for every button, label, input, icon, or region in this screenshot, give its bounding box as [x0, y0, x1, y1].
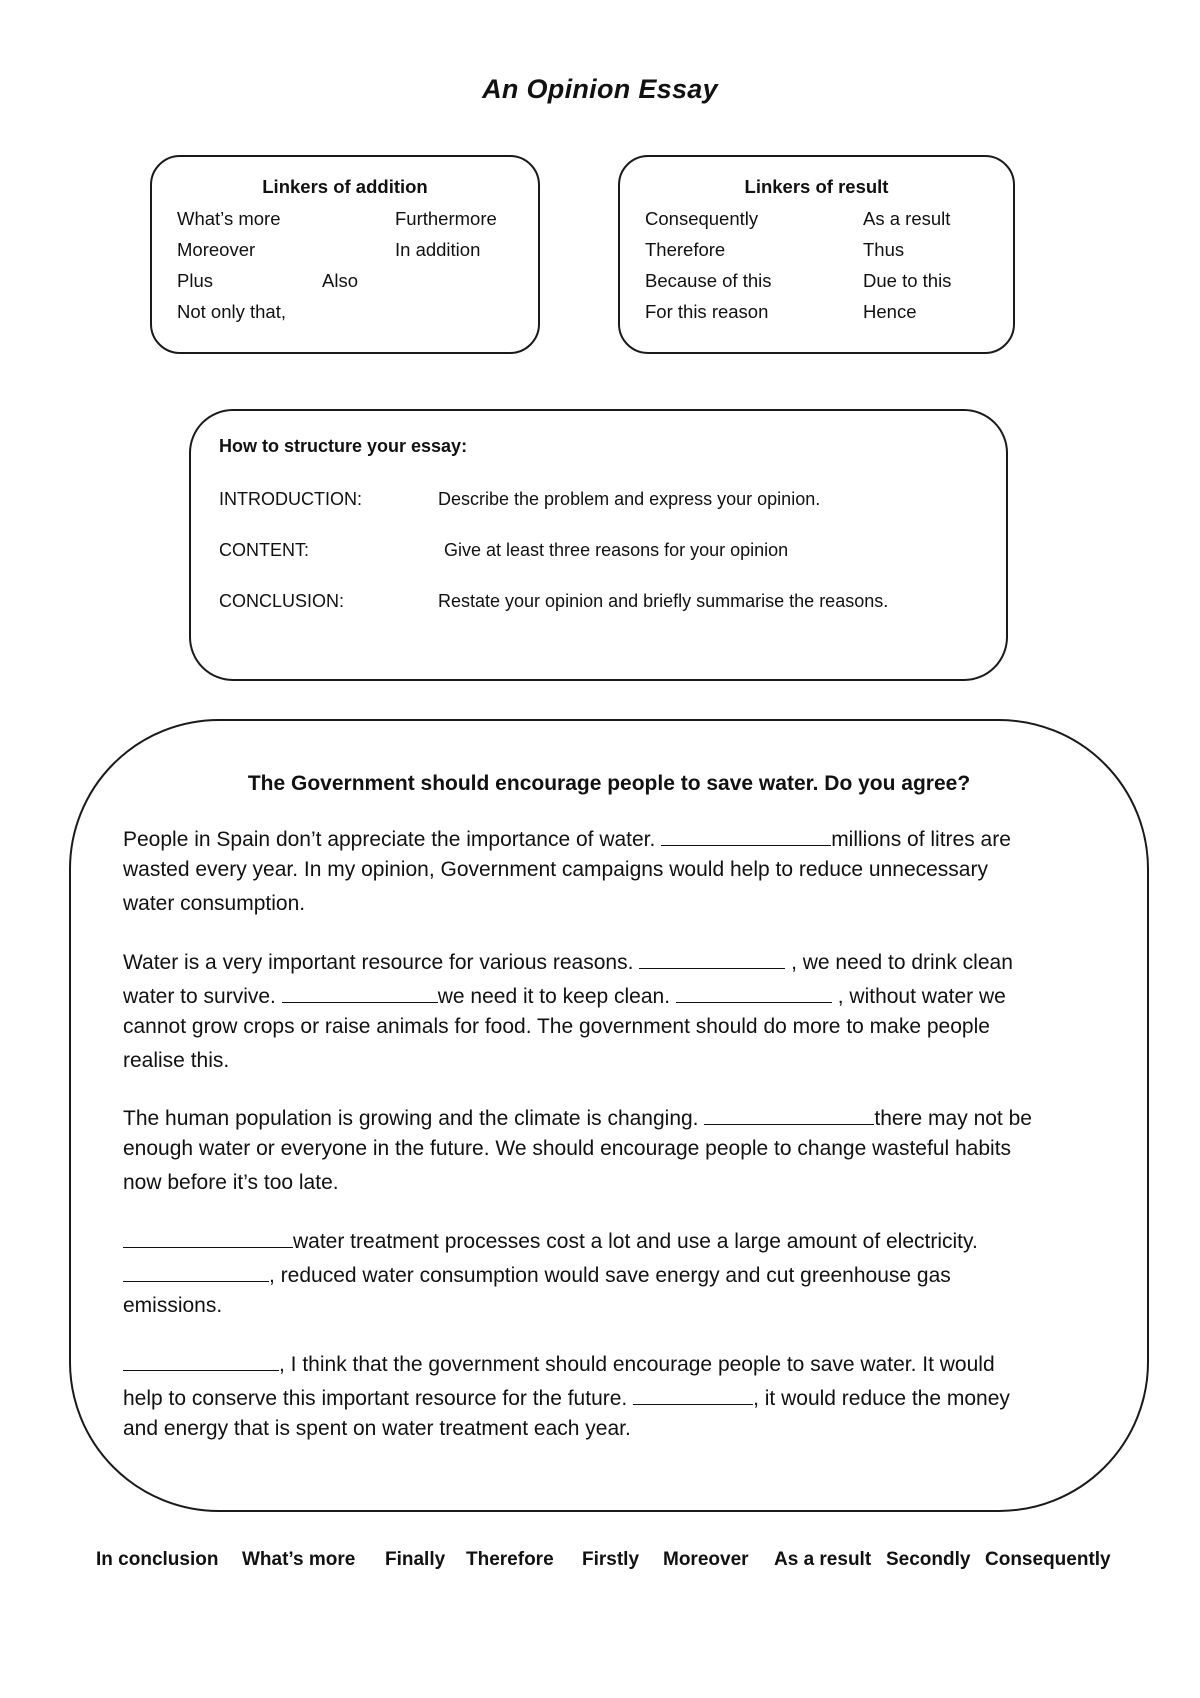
- linker-item: Furthermore: [395, 208, 497, 229]
- essay-text: there may not be: [874, 1107, 1032, 1130]
- blank-field[interactable]: [282, 981, 438, 1003]
- linker-item: What’s more: [177, 208, 281, 229]
- linker-item: Due to this: [863, 270, 952, 291]
- linker-item: Not only that,: [177, 301, 287, 322]
- essay-line: [123, 947, 1013, 975]
- essay-line: [123, 981, 1006, 1009]
- linker-item: Moreover: [177, 239, 256, 260]
- linker-item: Because of this: [645, 270, 772, 291]
- essay-line: [123, 1226, 978, 1254]
- essay-text: millions of litres are: [831, 828, 1011, 851]
- blank-field[interactable]: [123, 1226, 293, 1248]
- blank-field[interactable]: [123, 1260, 269, 1282]
- essay-line: [123, 1349, 995, 1377]
- structure-desc-content: Give at least three reasons for your opinion: [444, 540, 789, 560]
- linker-item: Plus: [177, 270, 213, 291]
- essay-line: emissions.: [123, 1294, 223, 1317]
- essay-structure-box: [189, 409, 1008, 681]
- word-bank-item: Consequently: [985, 1549, 1111, 1570]
- essay-text: , I think that the government should encourage people to save water. It would: [279, 1353, 995, 1376]
- linker-item: Consequently: [645, 208, 759, 229]
- blank-field[interactable]: [639, 947, 785, 969]
- linker-item: In addition: [395, 239, 481, 260]
- blank-field[interactable]: [123, 1349, 279, 1371]
- linker-item: Therefore: [645, 239, 726, 260]
- essay-text: , reduced water consumption would save energy and cut greenhouse gas: [269, 1264, 951, 1287]
- linker-item: For this reason: [645, 301, 769, 322]
- essay-text: , we need to drink clean: [785, 951, 1013, 974]
- word-bank-item: Firstly: [582, 1549, 640, 1570]
- essay-text: help to conserve this important resource for the future.: [123, 1387, 634, 1410]
- linker-item: As a result: [863, 208, 951, 229]
- essay-line: [123, 1383, 1010, 1411]
- essay-text: water to survive.: [123, 985, 282, 1008]
- blank-field[interactable]: [704, 1103, 874, 1125]
- word-bank-item: In conclusion: [96, 1549, 219, 1570]
- addition-linkers-box: [150, 155, 540, 354]
- essay-line: water consumption.: [123, 892, 306, 915]
- word-bank-item: Moreover: [663, 1549, 749, 1570]
- result-linkers-box: [618, 155, 1015, 354]
- essay-line: cannot grow crops or raise animals for food. The government should do more to make people: [123, 1015, 990, 1038]
- essay-text: The human population is growing and the climate is changing.: [123, 1107, 705, 1130]
- essay-line: [123, 1260, 951, 1288]
- essay-text: we need it to keep clean.: [437, 985, 676, 1008]
- linker-item: Thus: [863, 239, 905, 260]
- essay-line: wasted every year. In my opinion, Government campaigns would help to reduce unnecessary: [123, 858, 988, 881]
- word-bank-item: As a result: [774, 1549, 872, 1570]
- blank-field[interactable]: [661, 824, 831, 846]
- linker-item: Hence: [863, 301, 917, 322]
- structure-heading: How to structure your essay:: [219, 436, 468, 456]
- structure-desc-introduction: Describe the problem and express your opinion.: [438, 489, 821, 509]
- linker-item: Also: [322, 270, 358, 291]
- blank-field[interactable]: [633, 1383, 753, 1405]
- word-bank-item: Finally: [385, 1549, 446, 1570]
- essay-box: [69, 719, 1149, 1512]
- essay-text: , without water we: [831, 985, 1006, 1008]
- structure-label-conclusion: CONCLUSION:: [219, 591, 345, 611]
- essay-line: and energy that is spent on water treatment each year.: [123, 1417, 631, 1440]
- essay-line: [123, 1103, 1032, 1131]
- structure-label-content: CONTENT:: [219, 540, 309, 560]
- word-bank-item: Therefore: [466, 1549, 554, 1570]
- addition-heading: Linkers of addition: [262, 176, 428, 197]
- essay-text: Water is a very important resource for various reasons.: [123, 951, 640, 974]
- essay-line: now before it’s too late.: [123, 1171, 339, 1194]
- page-title: An Opinion Essay: [482, 74, 718, 104]
- essay-text: , it would reduce the money: [753, 1387, 1010, 1410]
- structure-label-introduction: INTRODUCTION:: [219, 489, 362, 509]
- essay-line: realise this.: [123, 1049, 230, 1072]
- essay-text: People in Spain don’t appreciate the importance of water.: [123, 828, 662, 851]
- word-bank-item: Secondly: [886, 1549, 971, 1570]
- essay-question: The Government should encourage people to save water. Do you agree?: [247, 772, 971, 795]
- essay-line: enough water or everyone in the future. We should encourage people to change wasteful habits: [123, 1137, 1012, 1160]
- essay-text: water treatment processes cost a lot and use a large amount of electricity.: [293, 1230, 978, 1253]
- result-heading: Linkers of result: [744, 176, 889, 197]
- word-bank-item: What’s more: [242, 1549, 356, 1570]
- essay-line: [123, 824, 1011, 852]
- structure-desc-conclusion: Restate your opinion and briefly summarise the reasons.: [438, 591, 889, 611]
- blank-field[interactable]: [676, 981, 832, 1003]
